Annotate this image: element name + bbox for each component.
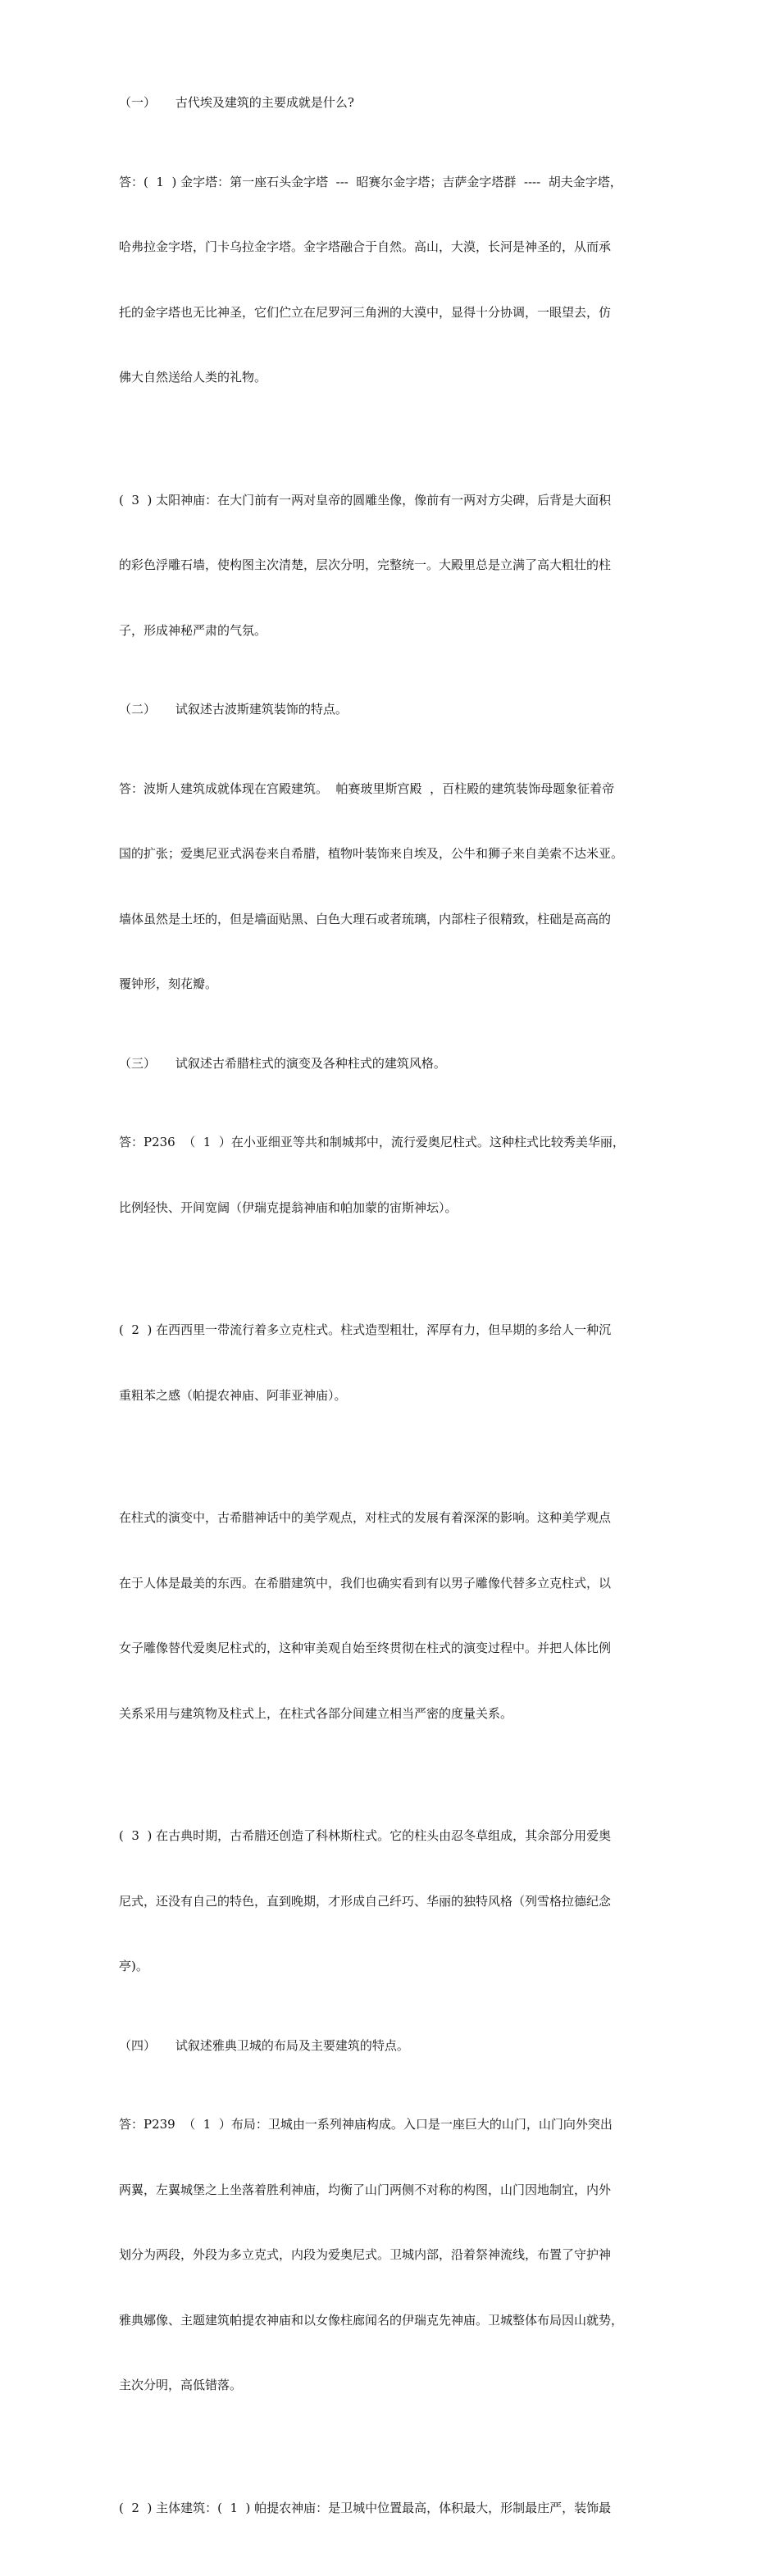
text-line: 重粗苯之感（帕提农神庙、阿菲亚神庙）。 [119, 1387, 347, 1403]
answer-2 [119, 735, 664, 1039]
text-line: 在柱式的演变中，古希腊神话中的美学观点，对柱式的发展有着深深的影响。这种美学观点 [119, 1510, 612, 1525]
answer-3-ionic [119, 1088, 664, 1262]
answer-3-corinthian [119, 1782, 664, 2021]
answer-3-doric [119, 1276, 664, 1450]
text-line: 尼式，还没有自己的特色，直到晚期，才形成自己纤巧、华丽的独特风格（列雪格拉德纪念 [119, 1893, 612, 1909]
answer-4-layout [119, 2070, 664, 2440]
text-line: 国的扩张；爱奥尼亚式涡卷来自希腊，植物叶装饰来自埃及，公牛和狮子来自美索不达米亚。 [119, 846, 624, 861]
text-line: 答：P239 （ 1 ）布局：卫城由一系列神庙构成。入口是一座巨大的山门，山门向外突出 [119, 2117, 613, 2132]
text-line: 两翼，左翼城堡之上坐落着胜利神庙，均衡了山门两侧不对称的构图，山门因地制宜，内外 [119, 2182, 612, 2197]
text-line: 关系采用与建筑物及柱式上，在柱式各部分间建立相当严密的度量关系。 [119, 1705, 513, 1721]
answer-3-evolution [119, 1463, 664, 1768]
text-line: 子，形成神秘严肃的气氛。 [119, 622, 267, 638]
text-line: 哈弗拉金字塔，门卡乌拉金字塔。金字塔融合于自然。高山，大漠，长河是神圣的，从而承 [119, 239, 612, 254]
text-line: 答：波斯人建筑成就体现在宫殿建筑。 帕赛玻里斯宫殿 ，百柱殿的建筑装饰母题象征着帝 [119, 781, 615, 796]
document-page [119, 92, 664, 2576]
text-line: ( 2 ) 主体建筑：( 1 ) 帕提农神庙：是卫城中位置最高，体积最大，形制最庄严，装饰最 [119, 2500, 612, 2515]
text-line: 雅典娜像、主题建筑帕提农神庙和以女像柱廊闻名的伊瑞克先神庙。卫城整体布局因山就势， [119, 2312, 624, 2328]
answer-1-sun-temple [119, 446, 664, 685]
answer-4-main-buildings [119, 2454, 664, 2563]
question-1-title: （一） 古代埃及建筑的主要成就是什么? [119, 95, 354, 110]
text-line: 的彩色浮雕石墙，使构图主次清楚，层次分明，完整统一。大殿里总是立满了高大粗壮的柱 [119, 558, 612, 572]
text-line: ( 3 ) 太阳神庙：在大门前有一两对皇帝的圆雕坐像，像前有一两对方尖碑，后背是大面积 [119, 492, 612, 507]
text-line: 主次分明，高低错落。 [119, 2378, 243, 2392]
question-2-title: （二） 试叙述古波斯建筑装饰的特点。 [119, 702, 348, 717]
text-line: 覆钟形，刻花瓣。 [119, 976, 218, 991]
answer-1-pyramids [119, 128, 664, 432]
question-3-title: （三） 试叙述古希腊柱式的演变及各种柱式的建筑风格。 [119, 1055, 446, 1071]
text-line: 亭)。 [119, 1959, 148, 1973]
text-line: 在于人体是最美的东西。在希腊建筑中，我们也确实看到有以男子雕像代替多立克柱式，以 [119, 1575, 612, 1591]
text-line: 比例轻快、开间宽阔（伊瑞克提翁神庙和帕加蒙的宙斯神坛）。 [119, 1199, 458, 1215]
text-line: 托的金字塔也无比神圣，它们伫立在尼罗河三角洲的大漠中，显得十分协调，一眼望去，仿 [119, 304, 612, 320]
question-4-title: （四） 试叙述雅典卫城的布局及主要建筑的特点。 [119, 2037, 409, 2053]
text-line: 女子雕像替代爱奥尼柱式的，这种审美观自始至终贯彻在柱式的演变过程中。并把人体比例 [119, 1641, 612, 1655]
text-line: ( 3 ) 在古典时期，古希腊还创造了科林斯柱式。它的柱头由忍冬草组成，其余部分用爱奥 [119, 1828, 612, 1843]
text-line: 划分为两段，外段为多立克式，内段为爱奥尼式。卫城内部，沿着祭神流线，布置了守护神 [119, 2247, 612, 2262]
text-line: 墙体虽然是土坯的，但是墙面贴黑、白色大理石或者琉璃，内部柱子很精致，柱础是高高的 [119, 911, 612, 926]
text-line: ( 2 ) 在西西里一带流行着多立克柱式。柱式造型粗壮，浑厚有力，但早期的多给人一种沉 [119, 1322, 612, 1337]
text-line: 答：( 1 ) 金字塔：第一座石头金字塔 --- 昭赛尔金字塔；吉萨金字塔群 ---- 胡夫金字塔， [119, 174, 622, 189]
text-line: 佛大自然送给人类的礼物。 [119, 370, 267, 385]
text-line: 答：P236 （ 1 ）在小亚细亚等共和制城邦中，流行爱奥尼柱式。这种柱式比较秀美华丽， [119, 1135, 625, 1149]
